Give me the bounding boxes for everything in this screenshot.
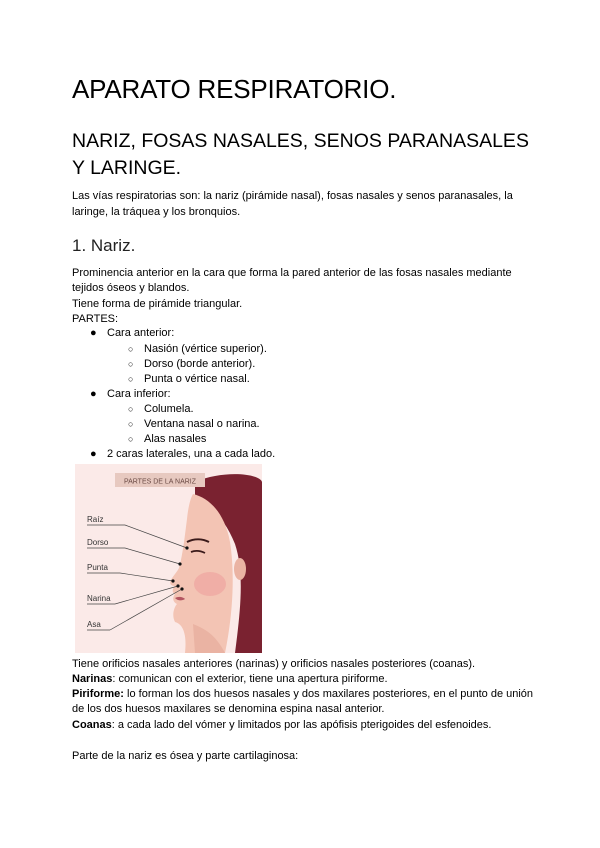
list-item: ● 2 caras laterales, una a cada lado. [90, 448, 276, 460]
list-item: ● Cara anterior: [90, 327, 175, 339]
figure-label-raiz: Raíz [87, 515, 104, 524]
term-coanas: Coanas: a cada lado del vómer y limitados por las apófisis pterigoides del esfenoides. [72, 719, 492, 731]
nose-illustration [75, 464, 262, 653]
figure-label-punta: Punta [87, 563, 108, 572]
closing-paragraph: Parte de la nariz es ósea y parte cartilaginosa: [72, 750, 299, 762]
list-item: ○ Ventana nasal o narina. [128, 418, 260, 430]
intro-paragraph: Las vías respiratorias son: la nariz (pirámide nasal), fosas nasales y senos paranasales, la laringe, la tráquea y los bronquios. [72, 190, 513, 218]
page-title: APARATO RESPIRATORIO. [72, 74, 397, 104]
list-item: ● Cara inferior: [90, 388, 171, 400]
nose-parts-figure [75, 464, 262, 653]
figure-label-asa: Asa [87, 620, 101, 629]
orifices-paragraph: Tiene orificios nasales anteriores (narinas) y orificios nasales posteriores (coanas). [72, 658, 476, 670]
list-item: ○ Columela. [128, 403, 194, 415]
list-item: ○ Alas nasales [128, 433, 207, 445]
term-narinas: Narinas: comunican con el exterior, tiene una apertura piriforme. [72, 673, 388, 685]
list-item: ○ Dorso (borde anterior). [128, 358, 256, 370]
figure-title: PARTES DE LA NARIZ [123, 478, 197, 486]
list-item: ○ Punta o vértice nasal. [128, 373, 250, 385]
figure-label-dorso: Dorso [87, 538, 109, 547]
shape-paragraph: Tiene forma de pirámide triangular. [72, 298, 243, 310]
list-item: ○ Nasión (vértice superior). [128, 343, 267, 355]
section-heading-nariz: 1. Nariz. [72, 236, 136, 255]
definition-paragraph: Prominencia anterior en la cara que forma la pared anterior de las fosas nasales mediante tejidos óseos y blandos. [72, 267, 512, 294]
figure-label-narina: Narina [87, 594, 111, 603]
parts-label: PARTES: [72, 313, 119, 325]
term-piriforme: Piriforme: lo forman los dos huesos nasales y dos maxilares posteriores, en el punto de unión de los dos huesos maxilares se denomina espina nasal anterior. [72, 688, 534, 715]
page-subtitle: NARIZ, FOSAS NASALES, SENOS PARANASALES Y LARINGE. [72, 130, 529, 179]
